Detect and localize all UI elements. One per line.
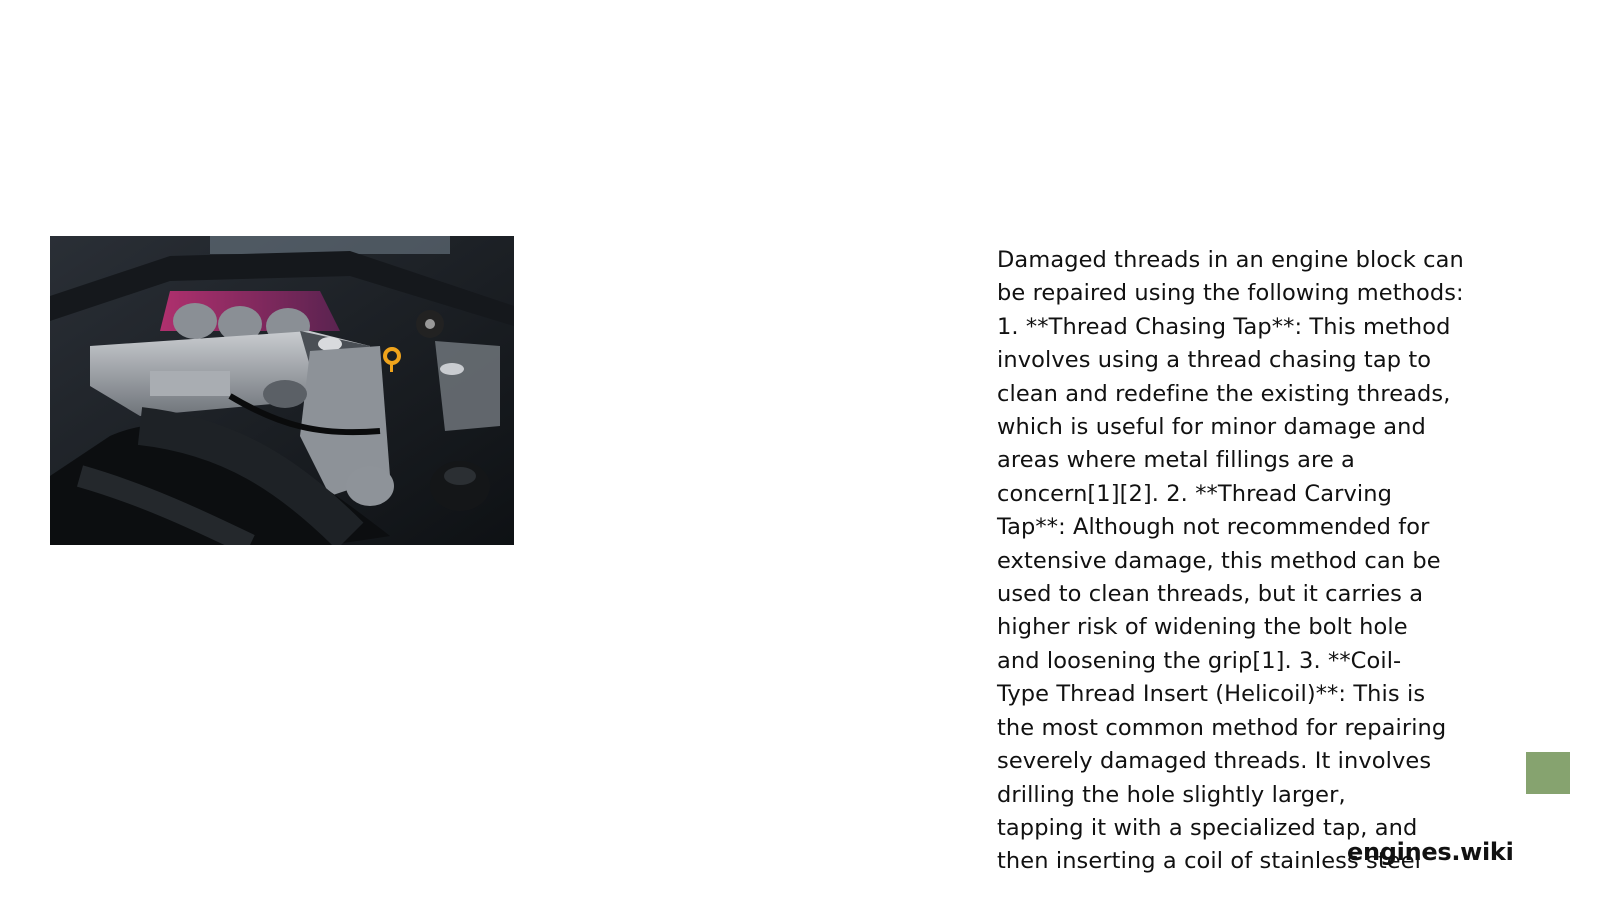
article-line: 1. **Thread Chasing Tap**: This method [997,313,1451,340]
article-line: be repaired using the following methods: [997,280,1464,307]
article-line: involves using a thread chasing tap to [997,347,1432,374]
article-line: tapping it with a specialized tap, and [997,814,1418,841]
site-watermark: engines.wiki [1347,838,1514,866]
article-text [997,244,1497,879]
article-line: Type Thread Insert (Helicoil)**: This is [997,681,1426,708]
article-line: Damaged threads in an engine block can [997,247,1464,273]
article-line: concern[1][2]. 2. **Thread Carving [997,480,1392,507]
article-line: extensive damage, this method can be [997,547,1441,574]
engine-photo [50,236,514,545]
article-line: severely damaged threads. It involves [997,748,1432,775]
engine-bay-illustration [50,236,514,545]
article-line: then inserting a coil of stainless steel [997,848,1422,875]
article-line: which is useful for minor damage and [997,414,1426,441]
accent-square [1526,752,1570,794]
article-line: drilling the hole slightly larger, [997,781,1346,808]
article-line: and loosening the grip[1]. 3. **Coil- [997,647,1402,674]
article-line: areas where metal fillings are a [997,447,1355,474]
article-line: used to clean threads, but it carries a [997,581,1424,608]
article-line: the most common method for repairing [997,714,1447,741]
article-line: clean and redefine the existing threads, [997,380,1451,407]
article-line: higher risk of widening the bolt hole [997,614,1408,641]
article-line: Tap**: Although not recommended for [997,514,1430,541]
